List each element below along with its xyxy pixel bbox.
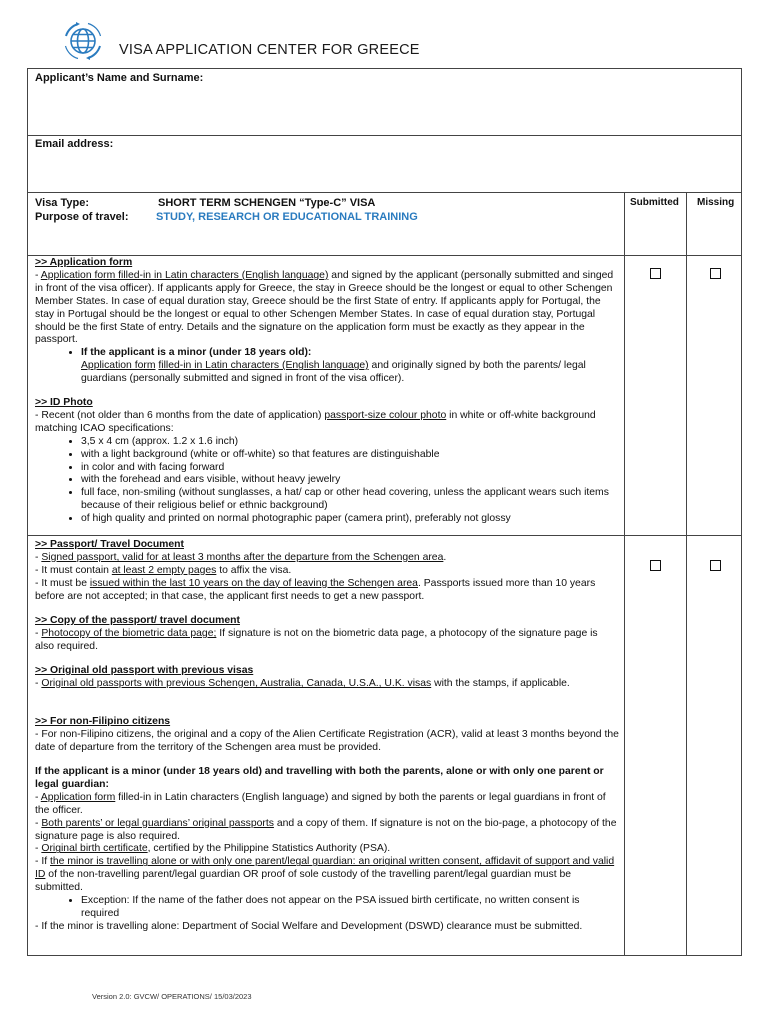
text: of the non-travelling parent/legal guardian OR proof of sole custody of the travelling parent/legal guardian must be submitted.: [35, 869, 572, 894]
text: Signed passport, valid for at least 3 months after the departure from the Schengen area: [41, 551, 444, 563]
text: Photocopy of the biometric data page;: [41, 627, 217, 639]
text: - For non-Filipino citizens, the original and a copy of the Alien Certificate Registration (ACR), valid at least 3 months beyond the date of departure from the territory of the Schengen area must be provided.: [35, 728, 619, 753]
text: to affix the visa.: [216, 564, 292, 576]
id-photo-section: [35, 397, 619, 526]
text: -: [35, 677, 42, 689]
column-divider: [624, 192, 625, 956]
email-label: Email address:: [35, 138, 114, 150]
text: -: [35, 843, 42, 855]
application-form-missing-checkbox[interactable]: [710, 268, 721, 279]
text: If signature is not on the biometric data page, a photocopy of the signature page is also required.: [35, 627, 598, 652]
applicant-name-label: Applicant’s Name and Surname:: [35, 72, 204, 84]
missing-column-header: Missing: [697, 197, 735, 208]
text: at least 2 empty pages: [111, 564, 217, 576]
divider: [27, 192, 742, 193]
text: - It must be: [35, 577, 90, 589]
divider: [27, 135, 742, 136]
application-form-submitted-checkbox[interactable]: [650, 268, 661, 279]
list-item: • Exception: If the name of the father does not appear on the PSA issued birth certificate, no written consent is required: [81, 895, 619, 921]
text: issued within the last 10 years on the day of leaving the Schengen area: [89, 577, 418, 589]
text: , certified by the Philippine Statistics Authority (PSA).: [147, 843, 391, 855]
text: - If the minor is travelling alone: Department of Social Welfare and Development (DSWD) clearance must be submitted.: [35, 920, 583, 932]
list-item: • of high quality and printed on normal photographic paper (camera print), preferably not glossy: [81, 513, 619, 526]
submitted-column-header: Submitted: [630, 197, 679, 208]
list-item: • with the forehead and ears visible, without heavy jewelry: [81, 474, 619, 487]
text: -: [35, 269, 41, 281]
section-heading: >> Copy of the passport/ travel document: [35, 615, 240, 626]
text: - If: [35, 856, 51, 868]
text: Both parents’ or legal guardians’ original passports: [41, 817, 274, 829]
text: -: [35, 551, 42, 563]
column-divider: [686, 192, 687, 956]
text: -: [35, 627, 42, 639]
text: Original birth certificate: [41, 843, 148, 855]
section-heading: If the applicant is a minor (under 18 years old) and travelling with both the parents, alone or with only one parent or legal guardian:: [35, 766, 604, 790]
visa-type-label: Visa Type:: [35, 197, 90, 209]
text: with the stamps, if applicable.: [431, 677, 570, 689]
non-filipino-section: [35, 716, 619, 755]
list-item: • with a light background (white or off-white) so that features are distinguishable: [81, 449, 619, 462]
globe-logo-icon: [60, 18, 106, 64]
text: and signed by the applicant (personally submitted and singed in front of the visa officer). If applicants apply for Greece, the stay in Greece should be the longest or equal to other Schengen Member States. In case of equal duration stay, Greece should be the first State of entry. If applicants apply for Portugal, the stay in Portugal should be the longest or equal to other Schengen Member States. In case of equal duration stay, Portugal should be the first State of entry. Details and the signature on the application form must be exactly as they appear in the passport.: [35, 269, 614, 346]
text: the minor is travelling alone or with only one parent/legal guardian: an original written consent, affidavit of support and valid ID: [35, 856, 615, 881]
list-item: • 3,5 x 4 cm (approx. 1.2 x 1.6 inch): [81, 436, 619, 449]
text: and originally signed by both the parents/ legal guardians (personally submitted and signed in front of the visa officer).: [81, 360, 586, 385]
list-item: • If the applicant is a minor (under 18 years old):: [81, 347, 619, 360]
section-heading: >> Passport/ Travel Document: [35, 539, 184, 550]
divider: [27, 255, 742, 256]
text: filled-in in Latin characters (English language) and signed by both the parents or legal guardians in front of the officer.: [35, 791, 606, 816]
application-form-section: [35, 257, 619, 386]
text: passport-size colour photo: [324, 409, 447, 421]
text: filled-in in Latin characters (English language): [158, 360, 369, 372]
list-item: • full face, non-smiling (without sunglasses, a hat/ cap or other head covering, unless the applicant wears such items because of their religious belief or ethnic background): [81, 487, 619, 513]
text: .: [443, 551, 447, 563]
footer-version: Version 2.0: GVCW/ OPERATIONS/ 15/03/2023: [92, 992, 252, 1001]
text: Application form: [40, 791, 116, 803]
text: Application form: [81, 360, 156, 372]
text: Original old passports with previous Schengen, Australia, Canada, U.S.A., U.K. visas: [41, 677, 432, 689]
text: Application form filled-in in Latin characters (English language): [40, 269, 329, 281]
section-heading: >> ID Photo: [35, 397, 93, 408]
passport-submitted-checkbox[interactable]: [650, 560, 661, 571]
old-passport-section: [35, 665, 619, 691]
text: - Recent (not older than 6 months from the date of application): [35, 409, 325, 421]
passport-missing-checkbox[interactable]: [710, 560, 721, 571]
passport-section: [35, 539, 619, 604]
text: - It must contain: [35, 564, 112, 576]
passport-copy-section: [35, 615, 619, 654]
text: and a copy of them. If signature is not on the bio-page, a photocopy of the signature page is also required.: [35, 817, 617, 842]
purpose-label: Purpose of travel:: [35, 211, 129, 223]
visa-type-value: SHORT TERM SCHENGEN “Type-C” VISA: [158, 197, 376, 209]
text: . Passports issued more than 10 years before are not accepted; in that case, the applicant first needs to get a new passport.: [35, 577, 596, 602]
text: -: [35, 817, 42, 829]
section-heading: >> For non-Filipino citizens: [35, 716, 171, 727]
purpose-value: STUDY, RESEARCH OR EDUCATIONAL TRAINING: [156, 211, 418, 223]
text: -: [35, 791, 41, 803]
divider: [27, 535, 742, 536]
list-item: • in color and with facing forward: [81, 462, 619, 475]
text: in white or off-white background matching ICAO specifications:: [35, 409, 596, 434]
section-heading: >> Original old passport with previous visas: [35, 665, 254, 676]
section-heading: >> Application form: [35, 257, 133, 268]
minor-section: [35, 766, 619, 934]
page-title: VISA APPLICATION CENTER FOR GREECE: [119, 42, 420, 58]
